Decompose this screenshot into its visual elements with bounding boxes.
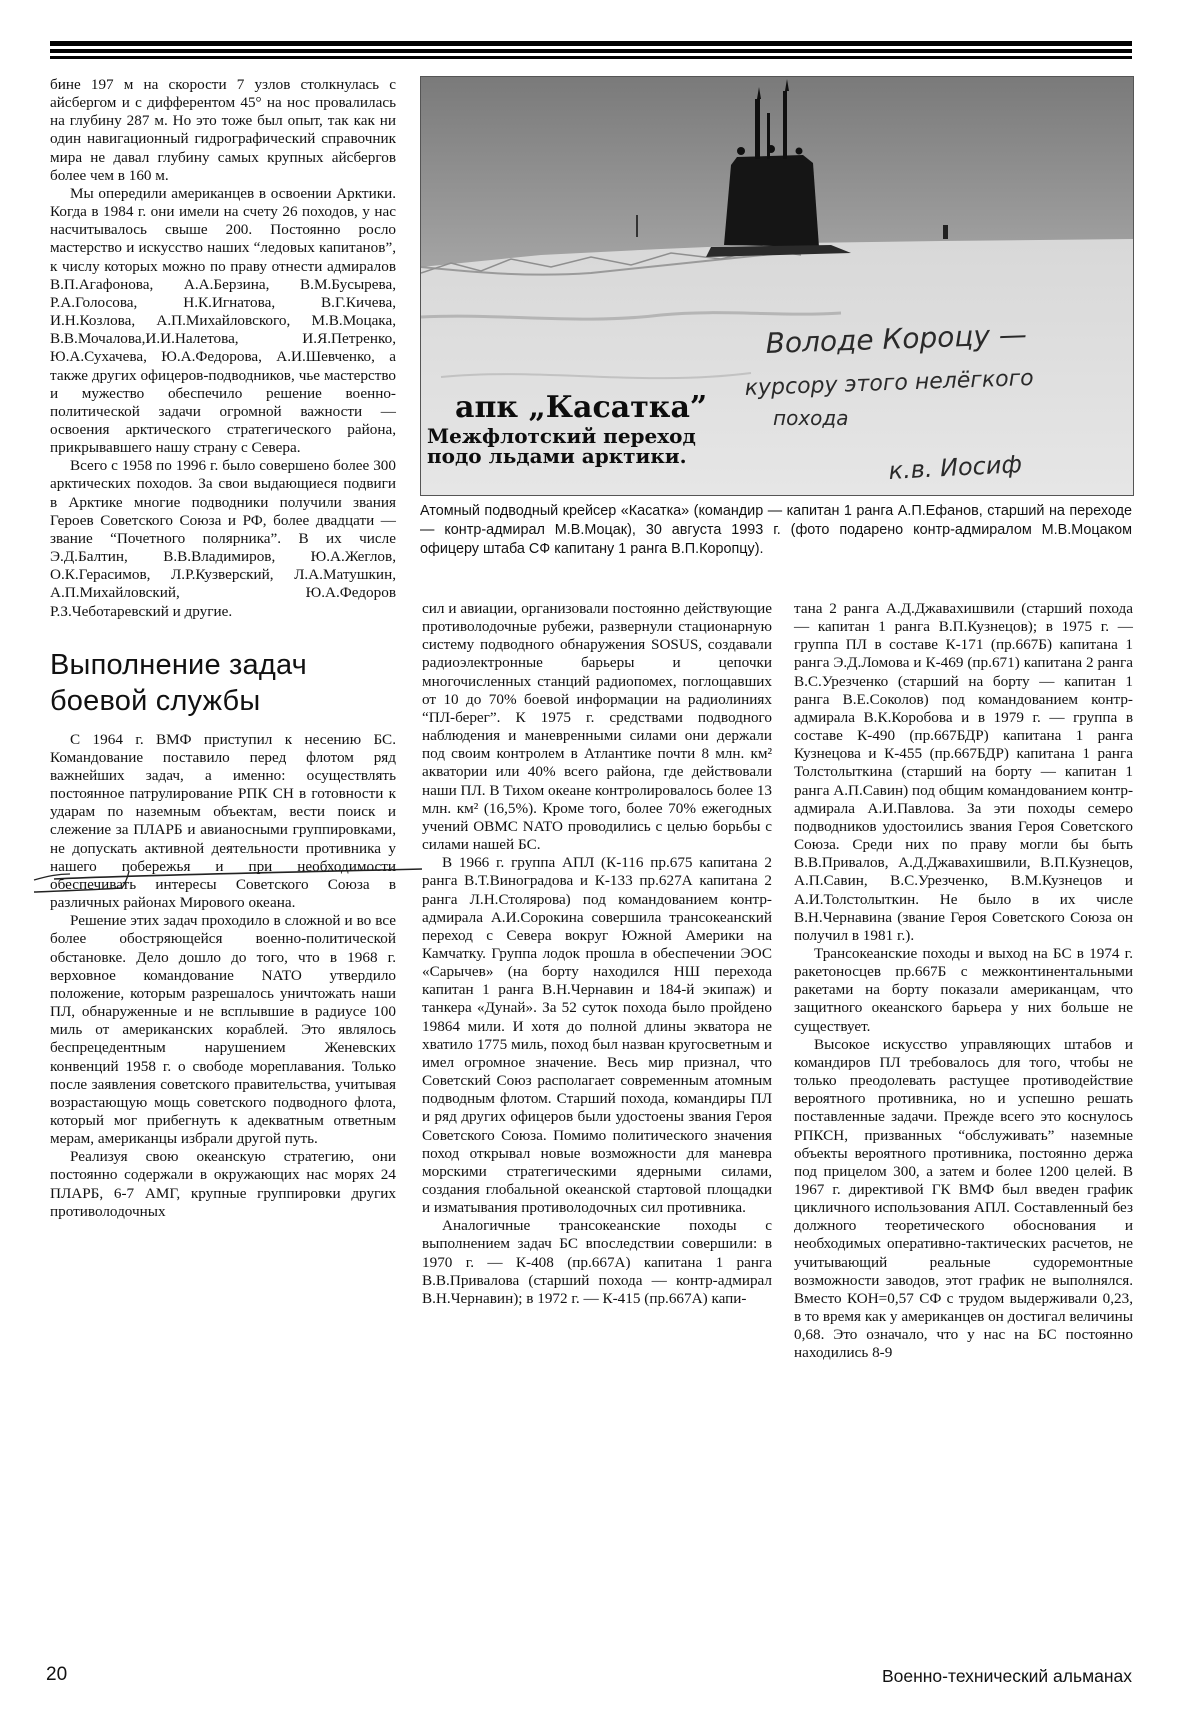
mast — [755, 99, 760, 159]
photo-label-line1: Межфлотский переход — [427, 424, 696, 448]
header-rule-thick — [50, 41, 1132, 46]
paragraph: Аналогичные трансокеанские походы с выполнением задач БС впоследствии совершили: в 1970 г. — К-408 (пр.667А) капитана 1 ранга В.В.Привалова (старший похода — контр-адмирал В.Н.Чернавин); в 1972 г. — К-415 (пр.667А) капи- — [422, 1217, 772, 1307]
header-rule-thin — [50, 56, 1132, 59]
paragraph: Реализуя свою океанскую стратегию, они постоянно содержали в окружающих нас морях 24 ПЛАРБ, 6-7 АМГ, крупные группировки других противолодочных — [50, 1148, 396, 1220]
paragraph: Всего с 1958 по 1996 г. было совершено более 300 арктических походов. За свои выдающиеся подвиги в Арктике многие подводники получили звания Героев Советского Союза и РФ, более двадцати — звание “Почетного полярника”. В их числе Э.Д.Балтин, В.В.Владимиров, Ю.А.Жеглов, О.К.Герасимов, Л.Р.Кузверский, Л.А.Матушкин, А.П.Михайловский, Ю.А.Федоров Р.З.Чеботаревский и другие. — [50, 457, 396, 620]
handwriting-line2: курсору этого нелёгкого — [744, 365, 1035, 401]
paragraph: Трансокеанские походы и выход на БС в 1974 г. ракетоносцев пр.667Б с межконтинентальными ракетами на борту показали американцам, что защитного океанского барьера у них больше не существует. — [794, 944, 1133, 1035]
paragraph: Высокое искусство управляющих штабов и командиров ПЛ требовалось для того, чтобы не только преодолевать растущее противодействие вероятного противника, но и успешно решать поставленные задачи. Прежде всего это коснулось РПКСН, призванных “обслуживать” наземные объекты вероятного противника, постоянно держа под прицелом 300, а затем и более 1200 целей. В 1967 г. директивой ГК ВМФ был введен график цикличного использования АПЛ. Составленный без должного теоретического обоснования и необходимых оперативно-тактических расчетов, не учитывающий реальные судоремонтные возможности заводов, этот график не выполнялся. Вместо КОН=0,57 СФ с трудом выдерживали 0,23, в то время как у американцев он достигал величины 0,68. Это означало, что у нас на БС постоянно находились 8-9 — [794, 1035, 1133, 1362]
text-column-middle — [422, 600, 772, 1308]
paragraph: сил и авиации, организовали постоянно действующие противолодочные рубежи, развернули стационарную систему подводного обнаружения SOSUS, создавали радиоэлектронные барьеры и цепочки многочисленных станций радиопомех, поглощавших от 10 до 70% боевой информации на радиолиниях “ПЛ-берег”. К 1975 г. средствами подводного наблюдения и маневренными силами они держали под своим контролем в Атлантике почти 8 млн. км² акватории или 40% всего района, где действовали наши ПЛ. В Тихом океане контролировалось более 13 млн. км² (16,5%). Кроме того, более 70% ежегодных учений ОВМС NATO проводились с целью борьбы с силами нашей БС. — [422, 600, 773, 854]
text-column-left — [50, 76, 396, 1221]
page-number: 20 — [46, 1664, 68, 1685]
pen-underline-mark — [30, 854, 430, 894]
text-column-right — [794, 600, 1133, 1363]
paragraph: Решение этих задач проходило в сложной и во все более обостряющейся военно-политической обстановке. Дело дошло до того, что в 1968 г. верховное командование NATO утвердило положение, которым разрешалось уничтожать наши ПЛ, обнаруженные и не всплывшие в радиусе 100 миль от американских кораблей. Это являлось беспрецедентным нарушением Женевских конвенций 1958 г. о свободе мореплавания. Только после заявления советского правительства, учитывая возрастающую мощь советского подводного флота, который мог прибегнуть к адекватным ответным мерам, американцы избрали другой путь. — [50, 912, 396, 1148]
journal-title: Военно-технический альманах — [881, 1666, 1132, 1686]
underlined-lead-text: С 1964 г. ВМФ приступил к несению БС. — [70, 730, 396, 748]
paragraph: С 1964 г. ВМФ приступил к несению БС. Командование поставило перед флотом ряд важнейших задач, а именно: осуществлять постоянное патрулирование РПК СН в готовности к ударам по наземным объектам, вести поиск и слежение за ПЛАРБ и авианосными группировками, не допускать активной деятельности противника у нашего побережья и при необходимости обеспечивать интересы Советского Союза в различных районах Мирового океана. — [50, 730, 396, 912]
header-rule-medium — [50, 49, 1132, 53]
mast — [783, 91, 787, 159]
photo-label-boat: апк „Касатка” — [455, 390, 708, 425]
submarine-photo — [420, 76, 1134, 496]
paragraph: В 1966 г. группа АПЛ (К-116 пр.675 капитана 2 ранга В.Т.Виноградова и К-133 пр.627А капитана 2 ранга Л.Н.Столярова) под командованием контр-адмирала А.И.Сорокина совершила трансокеанский переход с Севера вокруг Южной Америки на Камчатку. Группа лодок прошла в обеспечении ЭОС «Сарычев» (на борту находился НШ перехода капитан 1 ранга В.Н.Чернавин и 184-й экипаж) и танкера «Дунай». За 52 суток похода было пройдено 19864 мили. И хотя до полной длины экватора не хватило 1775 миль, поход был назван кругосветным и имел огромное значение. Весь мир признал, что Советский Союз располагает современным атомным подводным флотом. Старший похода, командиры ПЛ и ряд других офицеров были удостоены звания Героя Советского Союза. Помимо политического значения поход открывал новые возможности для маневра морскими стратегическими ядерными силами, создания глобальной океанской стартовой площадки и изматывания противолодочных сил противника. — [422, 854, 772, 1217]
handwriting-line1: Володе Короцу — — [765, 317, 1028, 360]
photo-caption: Атомный подводный крейсер «Касатка» (командир — капитан 1 ранга А.П.Ефанов, старший на переходе — контр-адмирал М.В.Моцак), 30 августа 1993 г. (фото подарено контр-адмиралом М.В.Моцаком офицеру штаба СФ капитану 1 ранга В.П.Коропцу). — [420, 503, 1132, 557]
handwriting-line3: похода — [773, 406, 849, 430]
paragraph: бине 197 м на скорости 7 узлов столкнулась с айсбергом и с дифферентом 45° на нос провалилась на глубину 287 м. Но это тоже был опыт, так как ни один навигационный гидрографический справочник мира не давал глубину самых крупных айсбергов более чем в 160 м. — [50, 76, 396, 184]
paragraph: Мы опередили американцев в освоении Арктики. Когда в 1984 г. они имели на счету 26 походов, у нас насчитывалось свыше 200. Постоянно росло мастерство и искусство наших “ледовых капитанов”, к числу которых можно по праву отнести адмиралов В.П.Агафонова, А.А.Берзина, В.М.Бусырева, Р.А.Голосова, Н.К.Игнатова, В.Г.Кичева, И.Н.Козлова, А.П.Михайловского, М.В.Моцака, В.В.Мочалова,И.И.Налетова, И.Я.Петренко, Ю.А.Сухачева, Ю.А.Федорова, А.И.Шевченко, а также других офицеров-подводников, чье мастерство и мужество обеспечило решение военно-политической задачи огромной важности — освоения арктического стратегического района, прикрывавшего нашу страну с Севера. — [50, 184, 396, 457]
handwriting-signature: к.в. Иосиф — [887, 450, 1023, 485]
photo-label-line2: подо льдами арктики. — [427, 444, 687, 468]
paragraph: тана 2 ранга А.Д.Джавахишвили (старший похода — капитан 1 ранга В.П.Кузнецов); в 1975 г. — группа ПЛ в составе К-171 (пр.667Б) капитана 1 ранга Э.Д.Ломова и К-469 (пр.671) капитана 2 ранга В.С.Урезченко (старший на борту — капитан 1 ранга В.Е.Соколов) под командованием контр-адмирала В.К.Коробова и в 1979 г. — группа в составе К-490 (пр.667БДР) капитана 1 ранга Кузнецова и К-455 (пр.667БДР) капитана 1 ранга Толстолыткина (старший на борту — капитан 1 ранга А.П.Савин) под общим командованием контр-адмирала А.И.Павлова. За эти походы семеро подводников удостоились звания Героя Советского Союза. Среди них по праву могли бы быть В.В.Привалов, А.Д.Джавахишвили, В.П.Кузнецов, А.П.Савин, В.С.Урезченко, В.М.Кузнецов и А.И.Толстолыткин. Не было в их числе В.Н.Чернавина (звание Героя Советского Союза он получил в 1981 г.). — [794, 600, 1133, 944]
section-heading: Выполнение задач боевой службы — [50, 648, 307, 717]
